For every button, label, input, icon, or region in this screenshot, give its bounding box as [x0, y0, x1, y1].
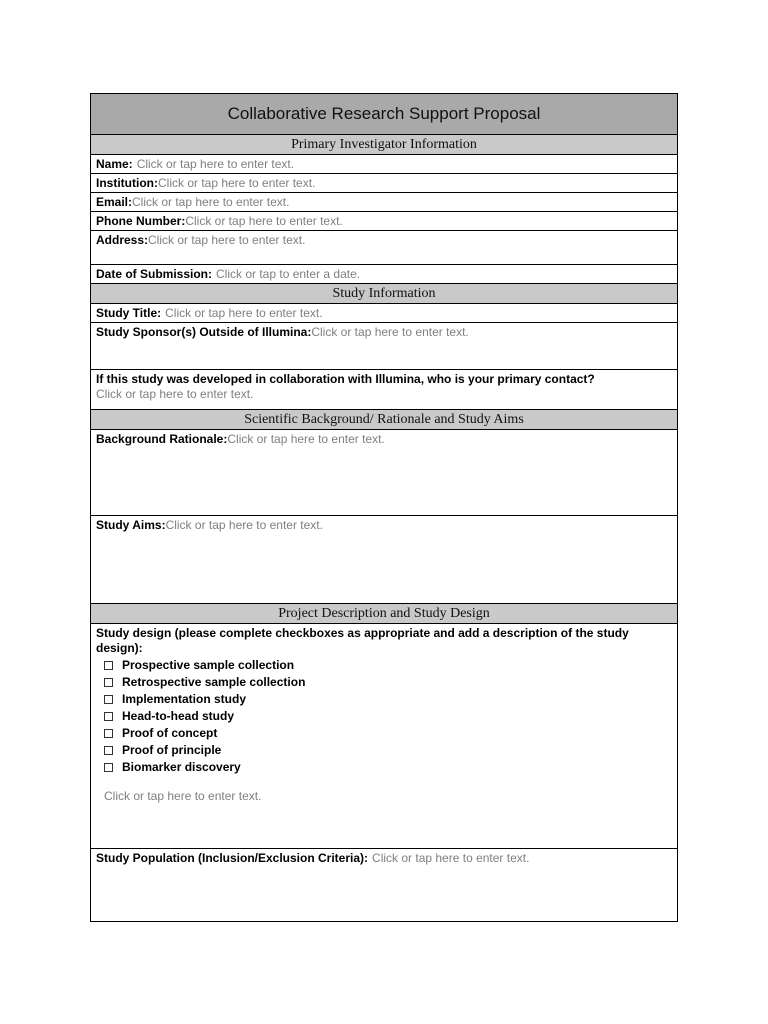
checkbox-label-proof-of-concept: Proof of concept	[122, 726, 218, 740]
section-header-study-information: Study Information	[91, 284, 677, 304]
study-population-label: Study Population (Inclusion/Exclusion Criteria):	[96, 851, 369, 865]
field-row-study-sponsor	[91, 323, 677, 370]
checkbox-row-proof-of-concept	[104, 726, 672, 741]
name-input-placeholder[interactable]: Click or tap here to enter text.	[136, 157, 295, 171]
date-input-placeholder[interactable]: Click or tap to enter a date.	[216, 267, 361, 281]
study-aims-input-placeholder[interactable]: Click or tap here to enter text.	[165, 518, 323, 532]
checkbox-head-to-head-study[interactable]	[104, 712, 113, 721]
study-sponsor-input-placeholder[interactable]: Click or tap here to enter text.	[311, 325, 469, 339]
address-input-placeholder[interactable]: Click or tap here to enter text.	[148, 233, 306, 247]
checkbox-label-implementation: Implementation study	[122, 692, 247, 706]
field-row-name	[91, 155, 677, 174]
document-title: Collaborative Research Support Proposal	[91, 94, 677, 135]
field-row-email	[91, 193, 677, 212]
checkbox-label-biomarker-discovery: Biomarker discovery	[122, 760, 241, 774]
study-title-label: Study Title:	[96, 306, 162, 320]
checkbox-biomarker-discovery[interactable]	[104, 763, 113, 772]
checkbox-proof-of-concept[interactable]	[104, 729, 113, 738]
collaboration-contact-input-placeholder[interactable]: Click or tap here to enter text.	[96, 387, 254, 401]
checkbox-label-retrospective: Retrospective sample collection	[122, 675, 306, 689]
name-label: Name:	[96, 157, 133, 171]
checkbox-label-head-to-head: Head-to-head study	[122, 709, 235, 723]
email-input-placeholder[interactable]: Click or tap here to enter text.	[132, 195, 290, 209]
date-of-submission-label: Date of Submission:	[96, 267, 213, 281]
email-label: Email:	[96, 195, 133, 209]
checkbox-label-proof-of-principle: Proof of principle	[122, 743, 222, 757]
study-design-prompt-label: Study design (please complete checkboxes as appropriate and add a description of the study design):	[96, 626, 629, 655]
institution-input-placeholder[interactable]: Click or tap here to enter text.	[157, 176, 316, 190]
field-row-study-title	[91, 304, 677, 323]
checkbox-row-retrospective	[104, 675, 672, 690]
section-header-project-description: Project Description and Study Design	[91, 604, 677, 624]
background-rationale-input-placeholder[interactable]: Click or tap here to enter text.	[227, 432, 385, 446]
address-label: Address:	[96, 233, 149, 247]
field-row-address	[91, 231, 677, 265]
field-row-background-rationale	[91, 430, 677, 516]
phone-input-placeholder[interactable]: Click or tap here to enter text.	[185, 214, 343, 228]
checkbox-row-implementation	[104, 692, 672, 707]
checkbox-retrospective-sample-collection[interactable]	[104, 678, 113, 687]
checkbox-proof-of-principle[interactable]	[104, 746, 113, 755]
checkbox-row-proof-of-principle	[104, 743, 672, 758]
field-row-date-of-submission	[91, 265, 677, 284]
study-sponsor-label: Study Sponsor(s) Outside of Illumina:	[96, 325, 312, 339]
checkbox-row-head-to-head	[104, 709, 672, 724]
study-aims-label: Study Aims:	[96, 518, 166, 532]
checkbox-prospective-sample-collection[interactable]	[104, 661, 113, 670]
field-row-study-aims	[91, 516, 677, 604]
proposal-form-document	[90, 93, 678, 922]
collaboration-question-label: If this study was developed in collaboration with Illumina, who is your primary contact?	[96, 372, 595, 386]
field-row-phone	[91, 212, 677, 231]
checkbox-row-prospective	[104, 658, 672, 673]
study-design-description-placeholder[interactable]: Click or tap here to enter text.	[104, 789, 262, 803]
field-row-study-design	[91, 624, 677, 849]
study-population-input-placeholder[interactable]: Click or tap here to enter text.	[372, 851, 530, 865]
field-row-institution	[91, 174, 677, 193]
checkbox-label-prospective: Prospective sample collection	[122, 658, 295, 672]
phone-label: Phone Number:	[96, 214, 186, 228]
field-row-study-population	[91, 849, 677, 921]
section-header-scientific-background: Scientific Background/ Rationale and Study Aims	[91, 410, 677, 430]
institution-label: Institution:	[96, 176, 158, 190]
background-rationale-label: Background Rationale:	[96, 432, 228, 446]
study-title-input-placeholder[interactable]: Click or tap here to enter text.	[165, 306, 323, 320]
section-header-primary-investigator: Primary Investigator Information	[91, 135, 677, 155]
field-row-collaboration-contact	[91, 370, 677, 410]
checkbox-implementation-study[interactable]	[104, 695, 113, 704]
checkbox-row-biomarker-discovery	[104, 760, 672, 775]
